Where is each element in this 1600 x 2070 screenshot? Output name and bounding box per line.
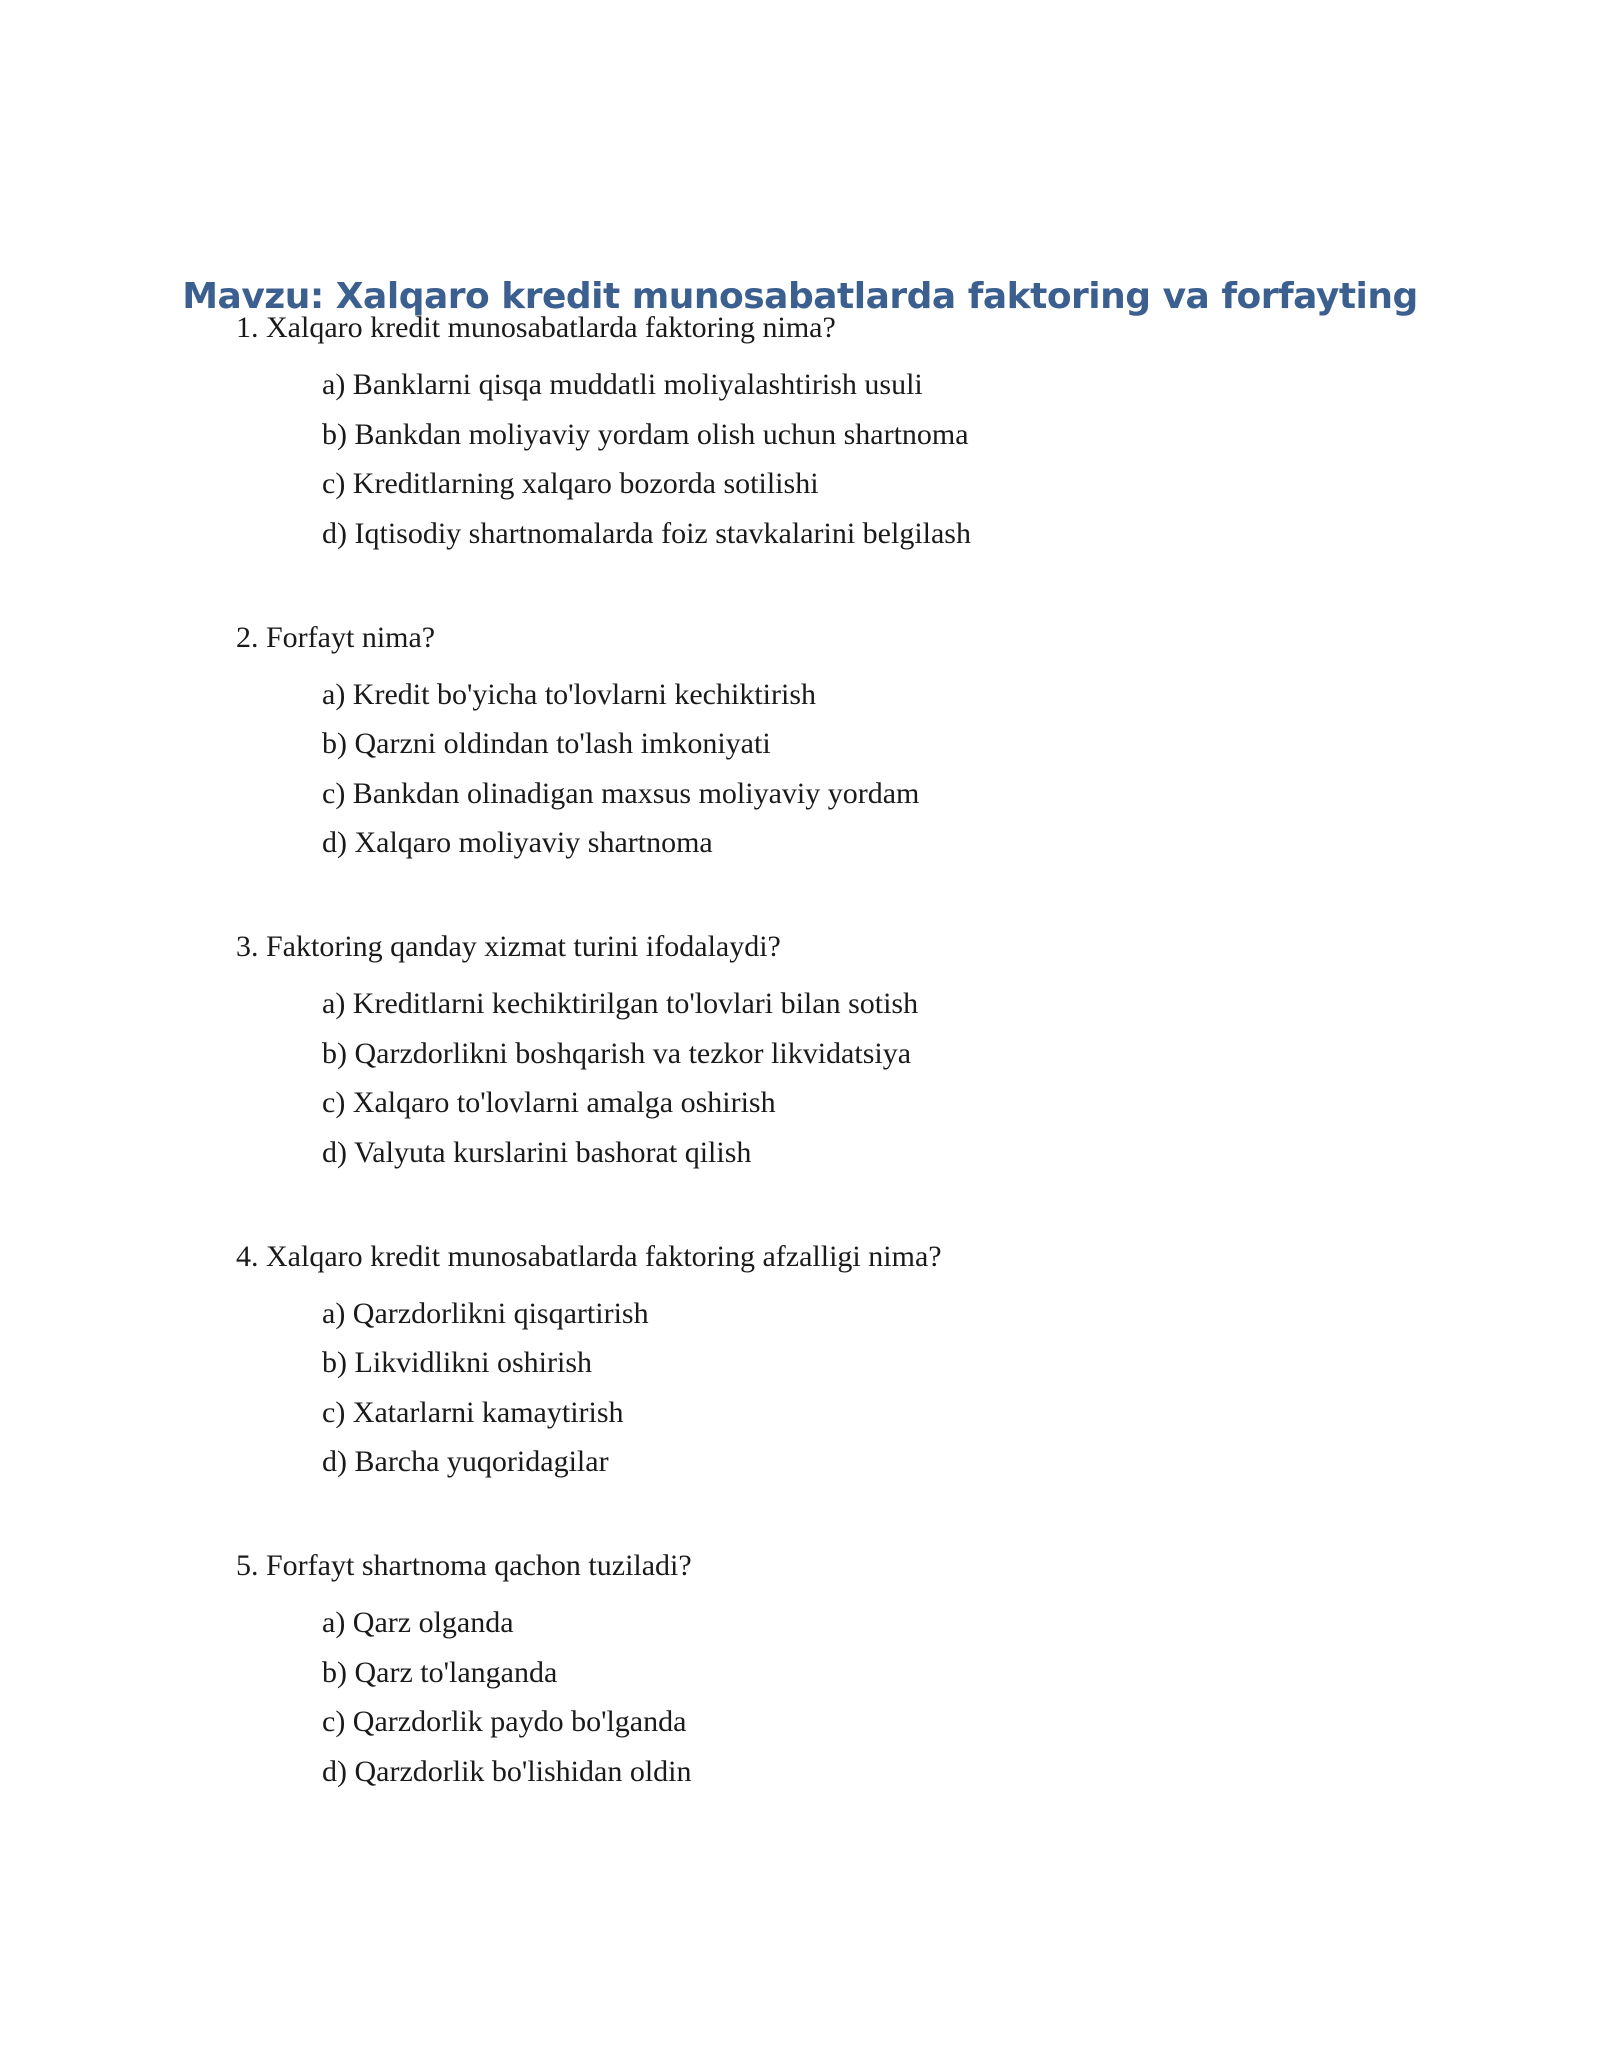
answer-option-a: a) Kredit bo'yicha to'lovlarni kechiktirish — [322, 677, 817, 711]
answer-option-d: d) Xalqaro moliyaviy shartnoma — [322, 826, 713, 859]
answer-options — [236, 365, 1436, 554]
answer-option-a: a) Qarz olganda — [322, 1606, 514, 1639]
answer-option-d: d) Iqtisodiy shartnomalarda foiz stavkalarini belgilash — [322, 516, 971, 550]
question-text: 3. Faktoring qanday xizmat turini ifodalaydi? — [236, 930, 781, 963]
answer-option-d: d) Qarzdorlik bo'lishidan oldin — [322, 1754, 692, 1788]
answer-option-b: b) Bankdan moliyaviy yordam olish uchun shartnoma — [322, 417, 969, 451]
document-title: Mavzu: Xalqaro kredit munosabatlarda faktoring va forfayting — [182, 276, 1418, 318]
answer-option-c: c) Qarzdorlik paydo bo'lganda — [322, 1705, 687, 1738]
question-list — [236, 308, 1436, 1856]
answer-option-a: a) Banklarni qisqa muddatli moliyalashtirish usuli — [322, 368, 923, 401]
answer-option-b: b) Qarzdorlikni boshqarish va tezkor likvidatsiya — [322, 1036, 912, 1070]
answer-option-d: d) Barcha yuqoridagilar — [322, 1445, 609, 1478]
question-4 — [236, 1237, 1436, 1483]
question-text: 2. Forfayt nima? — [236, 620, 436, 654]
question-5 — [236, 1546, 1436, 1792]
question-text: 5. Forfayt shartnoma qachon tuziladi? — [236, 1549, 692, 1582]
answer-option-b: b) Qarzni oldindan to'lash imkoniyati — [322, 727, 771, 760]
answer-option-c: c) Xalqaro to'lovlarni amalga oshirish — [322, 1086, 776, 1119]
answer-options — [236, 1294, 1436, 1483]
answer-option-c: c) Bankdan olinadigan maxsus moliyaviy yordam — [322, 776, 920, 810]
answer-options — [236, 675, 1436, 864]
question-text: 1. Xalqaro kredit munosabatlarda faktoring nima? — [236, 311, 836, 344]
answer-option-c: c) Kreditlarning xalqaro bozorda sotilishi — [322, 467, 819, 500]
answer-option-d: d) Valyuta kurslarini bashorat qilish — [322, 1135, 752, 1169]
answer-option-b: b) Qarz to'langanda — [322, 1655, 558, 1689]
question-3 — [236, 927, 1436, 1173]
answer-options — [236, 984, 1436, 1173]
answer-option-a: a) Kreditlarni kechiktirilgan to'lovlari bilan sotish — [322, 987, 919, 1020]
answer-options — [236, 1603, 1436, 1792]
answer-option-a: a) Qarzdorlikni qisqartirish — [322, 1296, 649, 1330]
answer-option-b: b) Likvidlikni oshirish — [322, 1346, 592, 1379]
question-text: 4. Xalqaro kredit munosabatlarda faktoring afzalligi nima? — [236, 1239, 942, 1273]
question-1 — [236, 308, 1436, 554]
answer-option-c: c) Xatarlarni kamaytirish — [322, 1395, 624, 1429]
question-2 — [236, 618, 1436, 864]
